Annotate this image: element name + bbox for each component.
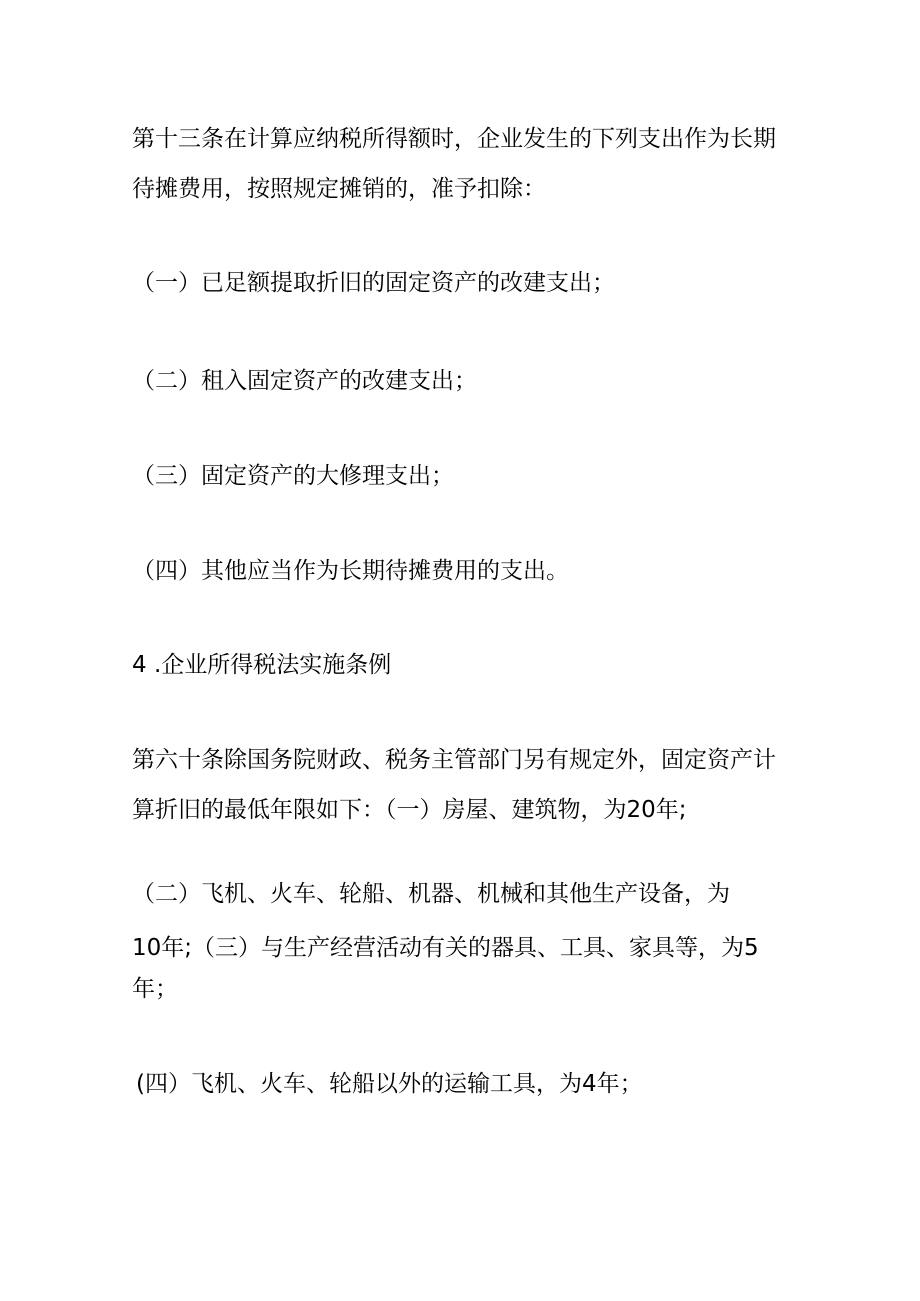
article-13-item-3: （三）固定资产的大修理支出； <box>132 463 454 489</box>
article-13-item-2: （二）租入固定资产的改建支出； <box>132 368 477 394</box>
article-13-item-1: （一）已足额提取折旧的固定资产的改建支出； <box>132 270 615 296</box>
article-60-item-3-continued: 年； <box>132 976 178 1002</box>
article-60-item-2-continued: 10年;（三）与生产经营活动有关的器具、工具、家具等，为5 <box>132 935 759 961</box>
article-13-line-2: 待摊费用，按照规定摊销的，准予扣除： <box>132 176 546 202</box>
section-heading: 4 .企业所得税法实施条例 <box>132 652 392 678</box>
article-60-item-2: （二）飞机、火车、轮船、机器、机械和其他生产设备，为 <box>132 881 730 907</box>
article-60-line-1: 第六十条除国务院财政、税务主管部门另有规定外，固定资产计 <box>132 747 776 773</box>
article-13-line-1: 第十三条在计算应纳税所得额时，企业发生的下列支出作为长期 <box>132 126 776 152</box>
article-60-line-2: 算折旧的最低年限如下：（一）房屋、建筑物，为20年; <box>132 797 687 823</box>
article-13-item-4: （四）其他应当作为长期待摊费用的支出。 <box>132 558 569 584</box>
article-60-item-4: (四）飞机、火车、轮船以外的运输工具，为4年； <box>136 1071 643 1097</box>
